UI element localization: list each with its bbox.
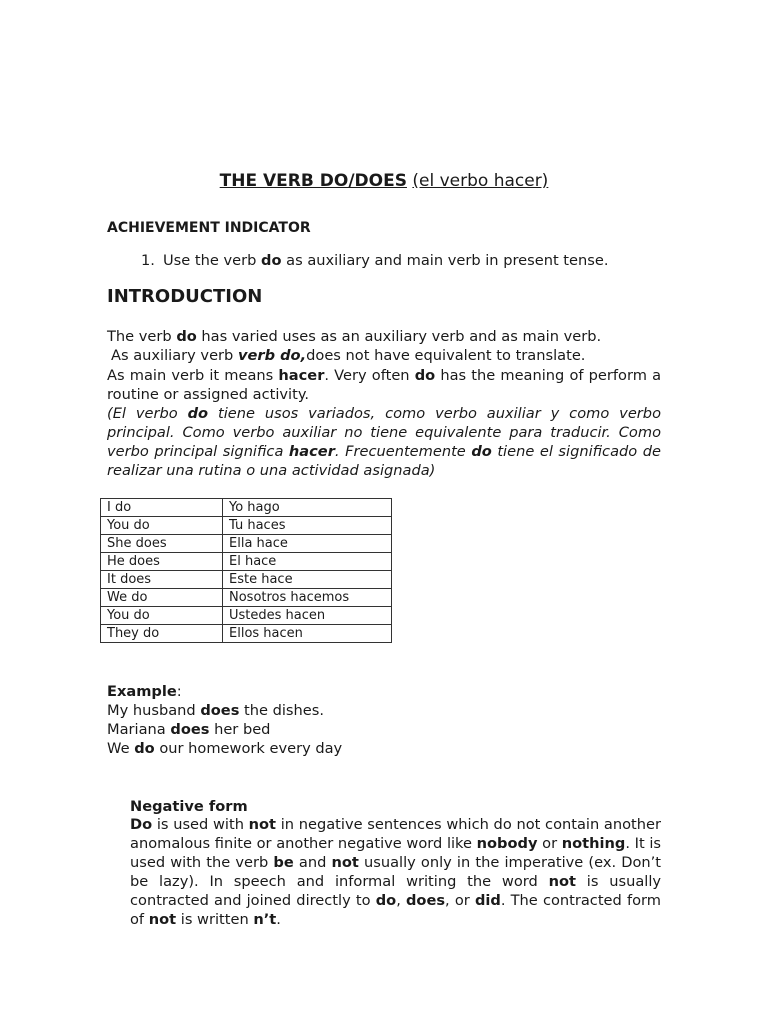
spanish-cell: Yo hago — [223, 499, 392, 517]
intro-paragraph-1: The verb do has varied uses as an auxiliary verb and as main verb. — [107, 328, 602, 345]
introduction-heading: INTRODUCTION — [107, 286, 263, 307]
table-row — [101, 571, 392, 589]
english-cell: I do — [101, 499, 223, 517]
english-cell: We do — [101, 589, 223, 607]
table-row — [101, 589, 392, 607]
negative-form-heading: Negative form — [130, 798, 248, 815]
intro-paragraph-3: As main verb it means hacer. Very often do has the meaning of perform a routine or assigned activity. — [107, 367, 662, 403]
spanish-cell: Tu haces — [223, 517, 392, 535]
example-line-2: Mariana does her bed — [107, 721, 271, 738]
spanish-cell: Ustedes hacen — [223, 607, 392, 625]
intro-paragraph-spanish: (El verbo do tiene usos variados, como verbo auxiliar y como verbo principal. Como verbo auxiliar no tiene equivalente para traducir. Como verbo principal significa hacer. Frecuentemente do tiene el significado de realizar una rutina o una actividad asignada) — [107, 405, 661, 479]
table-row — [101, 517, 392, 535]
page-title — [0, 170, 768, 192]
negative-form-paragraph: Do is used with not in negative sentences which do not contain another anomalous finite or another negative word like nobody or nothing. It is used with the verb be and not usually only in the imperative (ex. Don’t be lazy). In speech and informal writing the word not is usually contracted and joined directly to do, does, or did. The contracted form of not is written n’t. — [130, 816, 662, 928]
title-main: THE VERB DO/DOES — [219, 171, 407, 191]
intro-paragraph-2: As auxiliary verb verb do,does not have equivalent to translate. — [111, 347, 586, 364]
list-number: 1. — [141, 252, 155, 269]
english-cell: You do — [101, 517, 223, 535]
example-heading: Example: — [107, 683, 182, 700]
english-cell: She does — [101, 535, 223, 553]
spanish-cell: El hace — [223, 553, 392, 571]
english-cell: They do — [101, 625, 223, 643]
english-cell: He does — [101, 553, 223, 571]
spanish-cell: Ella hace — [223, 535, 392, 553]
table-row — [101, 553, 392, 571]
table-row — [101, 535, 392, 553]
english-cell: It does — [101, 571, 223, 589]
conjugation-table — [100, 498, 392, 643]
title-subtitle: (el verbo hacer) — [412, 171, 549, 191]
table-row — [101, 499, 392, 517]
achievement-item: 1. Use the verb do as auxiliary and main verb in present tense. — [141, 252, 609, 269]
table-row — [101, 607, 392, 625]
achievement-heading: ACHIEVEMENT INDICATOR — [107, 220, 311, 236]
example-line-1: My husband does the dishes. — [107, 702, 325, 719]
table-row — [101, 625, 392, 643]
english-cell: You do — [101, 607, 223, 625]
spanish-cell: Este hace — [223, 571, 392, 589]
spanish-cell: Ellos hacen — [223, 625, 392, 643]
spanish-cell: Nosotros hacemos — [223, 589, 392, 607]
example-line-3: We do our homework every day — [107, 740, 343, 757]
